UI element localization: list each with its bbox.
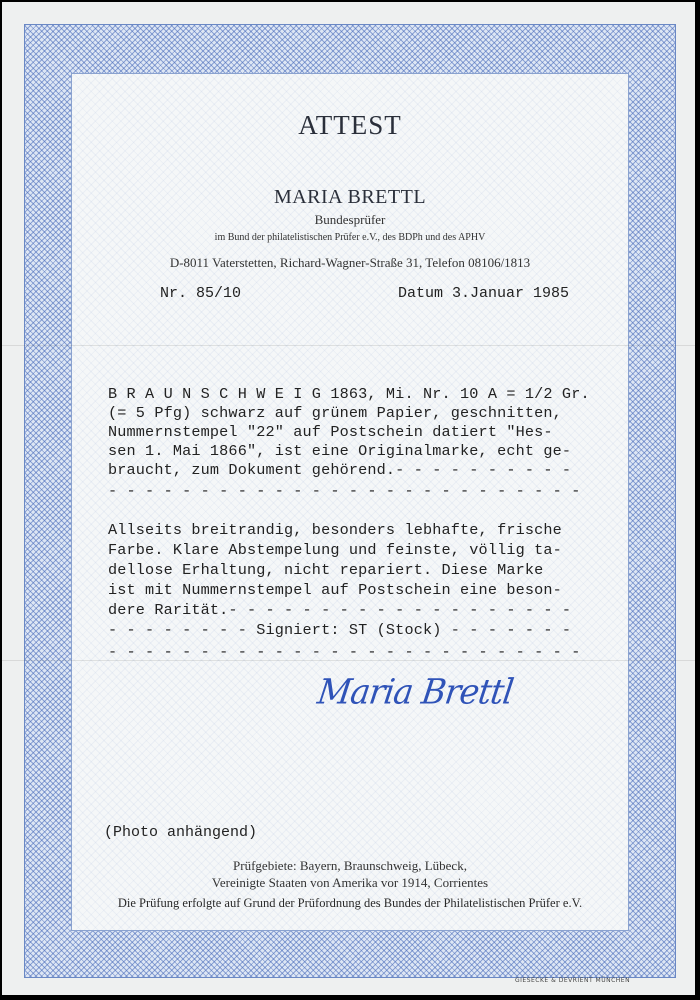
condition-line: Allseits breitrandig, besonders lebhafte, frische [108,521,562,539]
pruefordnung-footer: Die Prüfung erfolgte auf Grund der Prüfordnung des Bundes der Philatelistischen Prüfer e.V. [117,896,583,910]
description-line: B R A U N S C H W E I G 1863, Mi. Nr. 10 A = 1/2 Gr. [108,385,590,403]
description-line: (= 5 Pfg) schwarz auf grünem Papier, geschnitten, [108,404,562,422]
certificate-date: Datum 3.Januar 1985 [398,285,570,302]
photo-note: (Photo anhängend) [104,824,258,841]
condition-line: - - - - - - - - - - - - - - - - - - - - - - - - - - [108,643,581,661]
examiner-name: MARIA BRETTL [273,186,427,208]
condition-line: dere Rarität.- - - - - - - - - - - - - - - - - - - [108,601,572,619]
printer-imprint: GIESECKE & DEVRIENT MÜNCHEN [515,977,631,984]
description-line: - - - - - - - - - - - - - - - - - - - - - - - - - - [108,482,581,500]
examiner-association: im Bund der philatelistischen Prüfer e.V., des BDPh und des APHV [214,232,486,243]
condition-line: dellose Erhaltung, nicht repariert. Diese Marke [108,561,544,579]
condition-line: ist mit Nummernstempel auf Postschein eine beson- [108,581,562,599]
description-line: braucht, zum Dokument gehörend.- - - - - - - - - - [108,461,572,479]
condition-line: - - - - - - - - Signiert: ST (Stock) - - - - - - - [108,621,572,639]
certificate-title: ATTEST [298,110,402,140]
examiner-address: D-8011 Vaterstetten, Richard-Wagner-Straße 31, Telefon 08106/1813 [169,255,531,270]
condition-line: Farbe. Klare Abstempelung und feinste, völlig ta- [108,541,562,559]
description-line: Nummernstempel "22" auf Postschein datiert "Hes- [108,423,553,441]
description-line: sen 1. Mai 1866", ist eine Originalmarke, echt ge- [108,442,572,460]
fold-line [2,345,695,346]
handwritten-signature: Maria Brettl [315,671,516,712]
pruefgebiete-line: Vereinigte Staaten von Amerika vor 1914, Corrientes [211,875,489,890]
examiner-role: Bundesprüfer [314,212,386,227]
pruefgebiete-line: Prüfgebiete: Bayern, Braunschweig, Lübeck, [233,858,467,873]
certificate-number: Nr. 85/10 [160,285,242,302]
